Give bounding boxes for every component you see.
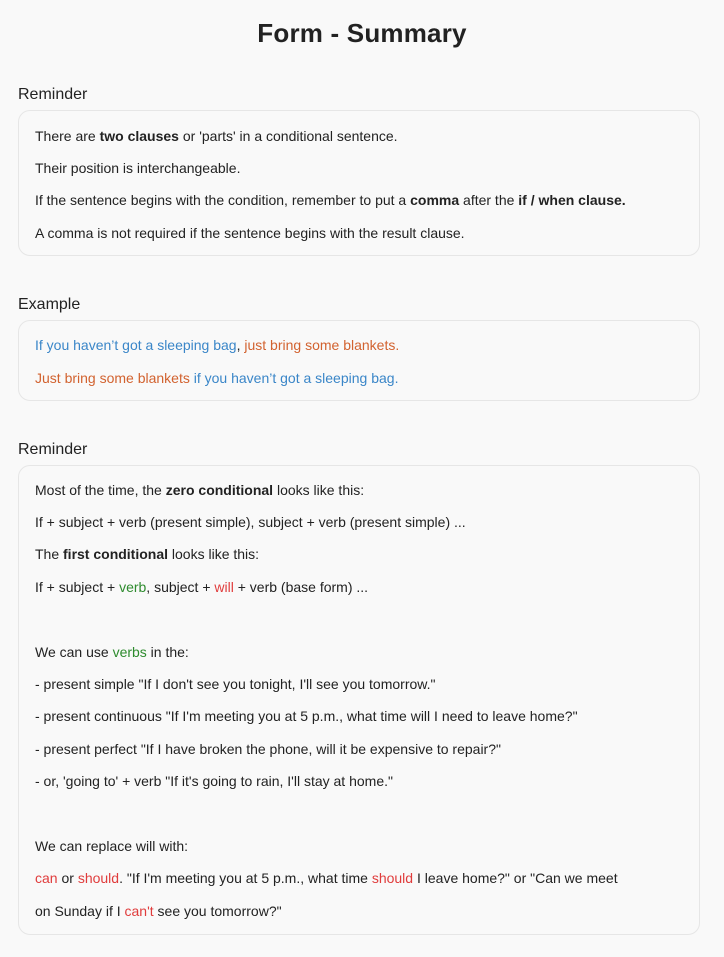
example-card: [18, 320, 700, 401]
reminder-2-line-4: If + subject + verb, subject + will + verb (base form) ...: [35, 579, 369, 595]
reminder-2-line-8: - present perfect "If I have broken the phone, will it be expensive to repair?": [35, 741, 501, 757]
reminder-2-line-10: We can replace will with:: [35, 838, 189, 854]
reminder-2-line-2: If + subject + verb (present simple), subject + verb (present simple) ...: [35, 514, 466, 530]
reminder-2-title: Reminder: [18, 441, 88, 458]
reminder-1-line-4: A comma is not required if the sentence begins with the result clause.: [35, 225, 465, 241]
reminder-2-line-11: can or should. "If I'm meeting you at 5 p.m., what time should I leave home?" or "Can we meet: [35, 870, 618, 886]
page-title: Form - Summary: [257, 18, 467, 48]
reminder-2-line-1: Most of the time, the zero conditional looks like this:: [35, 482, 365, 498]
reminder-1-line-2: Their position is interchangeable.: [35, 160, 241, 176]
example-title: Example: [18, 296, 81, 313]
reminder-2-line-7: - present continuous "If I'm meeting you at 5 p.m., what time will I need to leave home?": [35, 708, 578, 724]
reminder-1-line-1: There are two clauses or 'parts' in a conditional sentence.: [35, 128, 398, 144]
reminder-1-card: [18, 110, 700, 256]
reminder-1-title: Reminder: [18, 86, 88, 103]
reminder-2-line-9: - or, 'going to' + verb "If it's going to rain, I'll stay at home.": [35, 773, 393, 789]
reminder-2-line-6: - present simple "If I don't see you tonight, I'll see you tomorrow.": [35, 676, 436, 692]
example-line-1: If you haven’t got a sleeping bag, just bring some blankets.: [35, 337, 400, 353]
reminder-2-line-12: on Sunday if I can't see you tomorrow?": [35, 903, 282, 919]
reminder-2-card: [18, 465, 700, 935]
reminder-1-line-3: If the sentence begins with the condition, remember to put a comma after the if / when clause.: [35, 192, 626, 208]
example-line-2: Just bring some blankets if you haven’t got a sleeping bag.: [35, 370, 399, 386]
reminder-2-line-5: We can use verbs in the:: [35, 644, 189, 660]
reminder-2-line-3: The first conditional looks like this:: [35, 546, 260, 562]
